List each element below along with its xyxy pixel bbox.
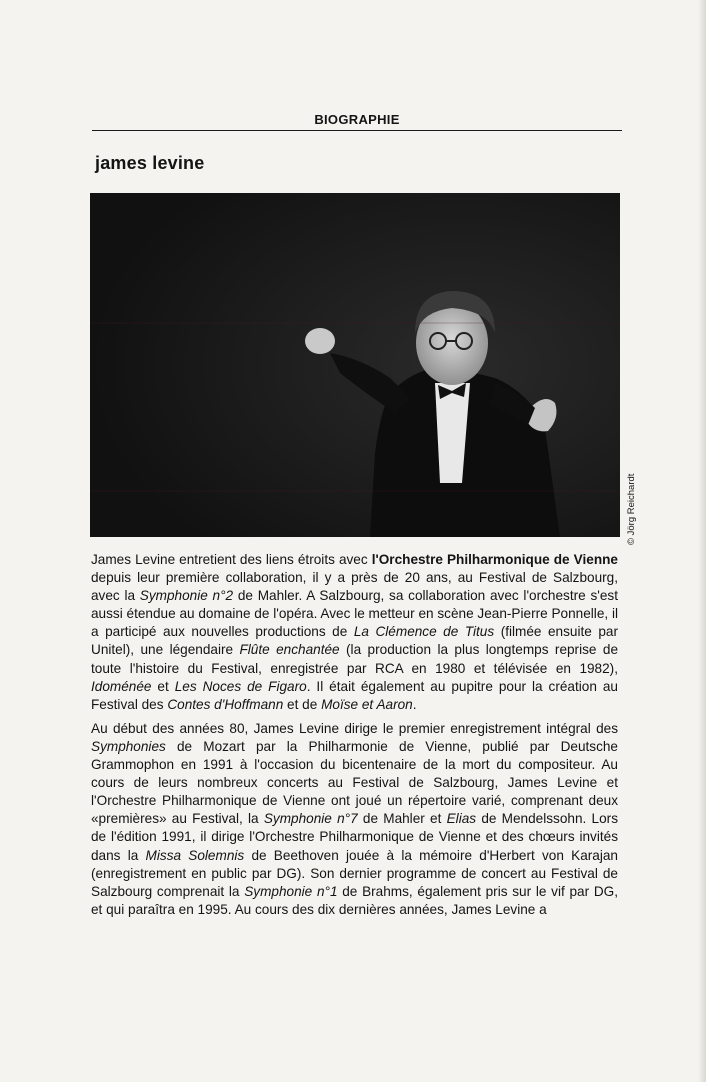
text-run: James Levine entretient des liens étroits avec xyxy=(91,552,372,567)
work-title: La Clémence de Titus xyxy=(353,624,495,640)
work-title: Symphonie n°2 xyxy=(139,588,234,604)
text-run: (la production la plus longtemps reprise de toute l'histoire du Festival, enregistrée par RCA en 1980 et télévisée en 1982), xyxy=(91,642,618,676)
text-run: (filmée ensuite par Unitel), une légendaire xyxy=(91,624,619,658)
text-run: de Mozart par la Philharmonie de Vienne, publié par Deutsche Grammophon en 1991 à l'occasion du bicentenaire de la mort du compositeur. Au cours de leurs nombreux concerts au Festival de Salzbourg, James Levine et l'Orchestre Philharmonique de Vienne ont joué un répertoire varié, comprenant deux «premières» au Festival, la xyxy=(91,738,618,827)
text-run: . Il était également au pupitre pour la création au Festival des xyxy=(91,678,618,712)
work-title: Symphonie n°1 xyxy=(244,883,338,899)
work-title: Symphonie n°7 xyxy=(263,811,358,827)
paragraph-1 xyxy=(91,551,618,714)
work-title: Contes d'Hoffmann xyxy=(167,696,284,712)
section-label: BIOGRAPHIE xyxy=(314,112,400,127)
page-edge xyxy=(698,0,706,1082)
conductor-photo xyxy=(90,193,620,537)
text-run: de Beethoven jouée à la mémoire d'Herbert von Karajan (enregistrement en public par DG). Son dernier programme de concert au Festival de Salzbourg comprenait la xyxy=(91,847,618,899)
work-title: Les Noces de Figaro xyxy=(174,678,307,694)
work-title: Moïse et Aaron xyxy=(321,696,413,712)
work-title: Flûte enchantée xyxy=(239,642,340,658)
text-run: . xyxy=(412,696,417,712)
text-run: de Mahler. A Salzbourg, sa collaboration avec l'orchestre s'est aussi étendue au domaine de l'opéra. Avec le metteur en scène Jean-Pierre Ponnelle, il a participé aux nouvelles productions de xyxy=(91,588,618,640)
orchestra-name: l'Orchestre Philharmonique de Vienne xyxy=(371,552,618,567)
text-run: de Mahler et xyxy=(357,811,447,827)
conductor-photo-illustration xyxy=(90,193,620,537)
text-run: et xyxy=(151,678,175,694)
work-title: Elias xyxy=(446,811,477,827)
photo-credit: © Jörg Reichardt xyxy=(626,473,637,545)
header-rule xyxy=(92,130,622,131)
text-run: Au début des années 80, James Levine dirige le premier enregistrement intégral des xyxy=(91,720,618,736)
work-title: Missa Solemnis xyxy=(145,847,245,863)
article-title: james levine xyxy=(95,153,205,173)
text-run: depuis leur première collaboration, il y a près de 20 ans, au Festival de Salzbourg, avec la xyxy=(91,570,618,604)
text-run: de Mendelssohn. Lors de l'édition 1991, il dirige l'Orchestre Philharmonique de Vienne et des chœurs invités dans la xyxy=(91,811,618,863)
article-body xyxy=(91,551,618,925)
work-title: Symphonies xyxy=(91,738,166,754)
work-title: Idoménée xyxy=(91,678,152,694)
text-run: et de xyxy=(283,696,322,712)
paragraph-2 xyxy=(91,720,618,919)
text-run: de Brahms, également pris sur le vif par DG, et qui paraîtra en 1995. Au cours des dix dernières années, James Levine a xyxy=(91,883,619,917)
